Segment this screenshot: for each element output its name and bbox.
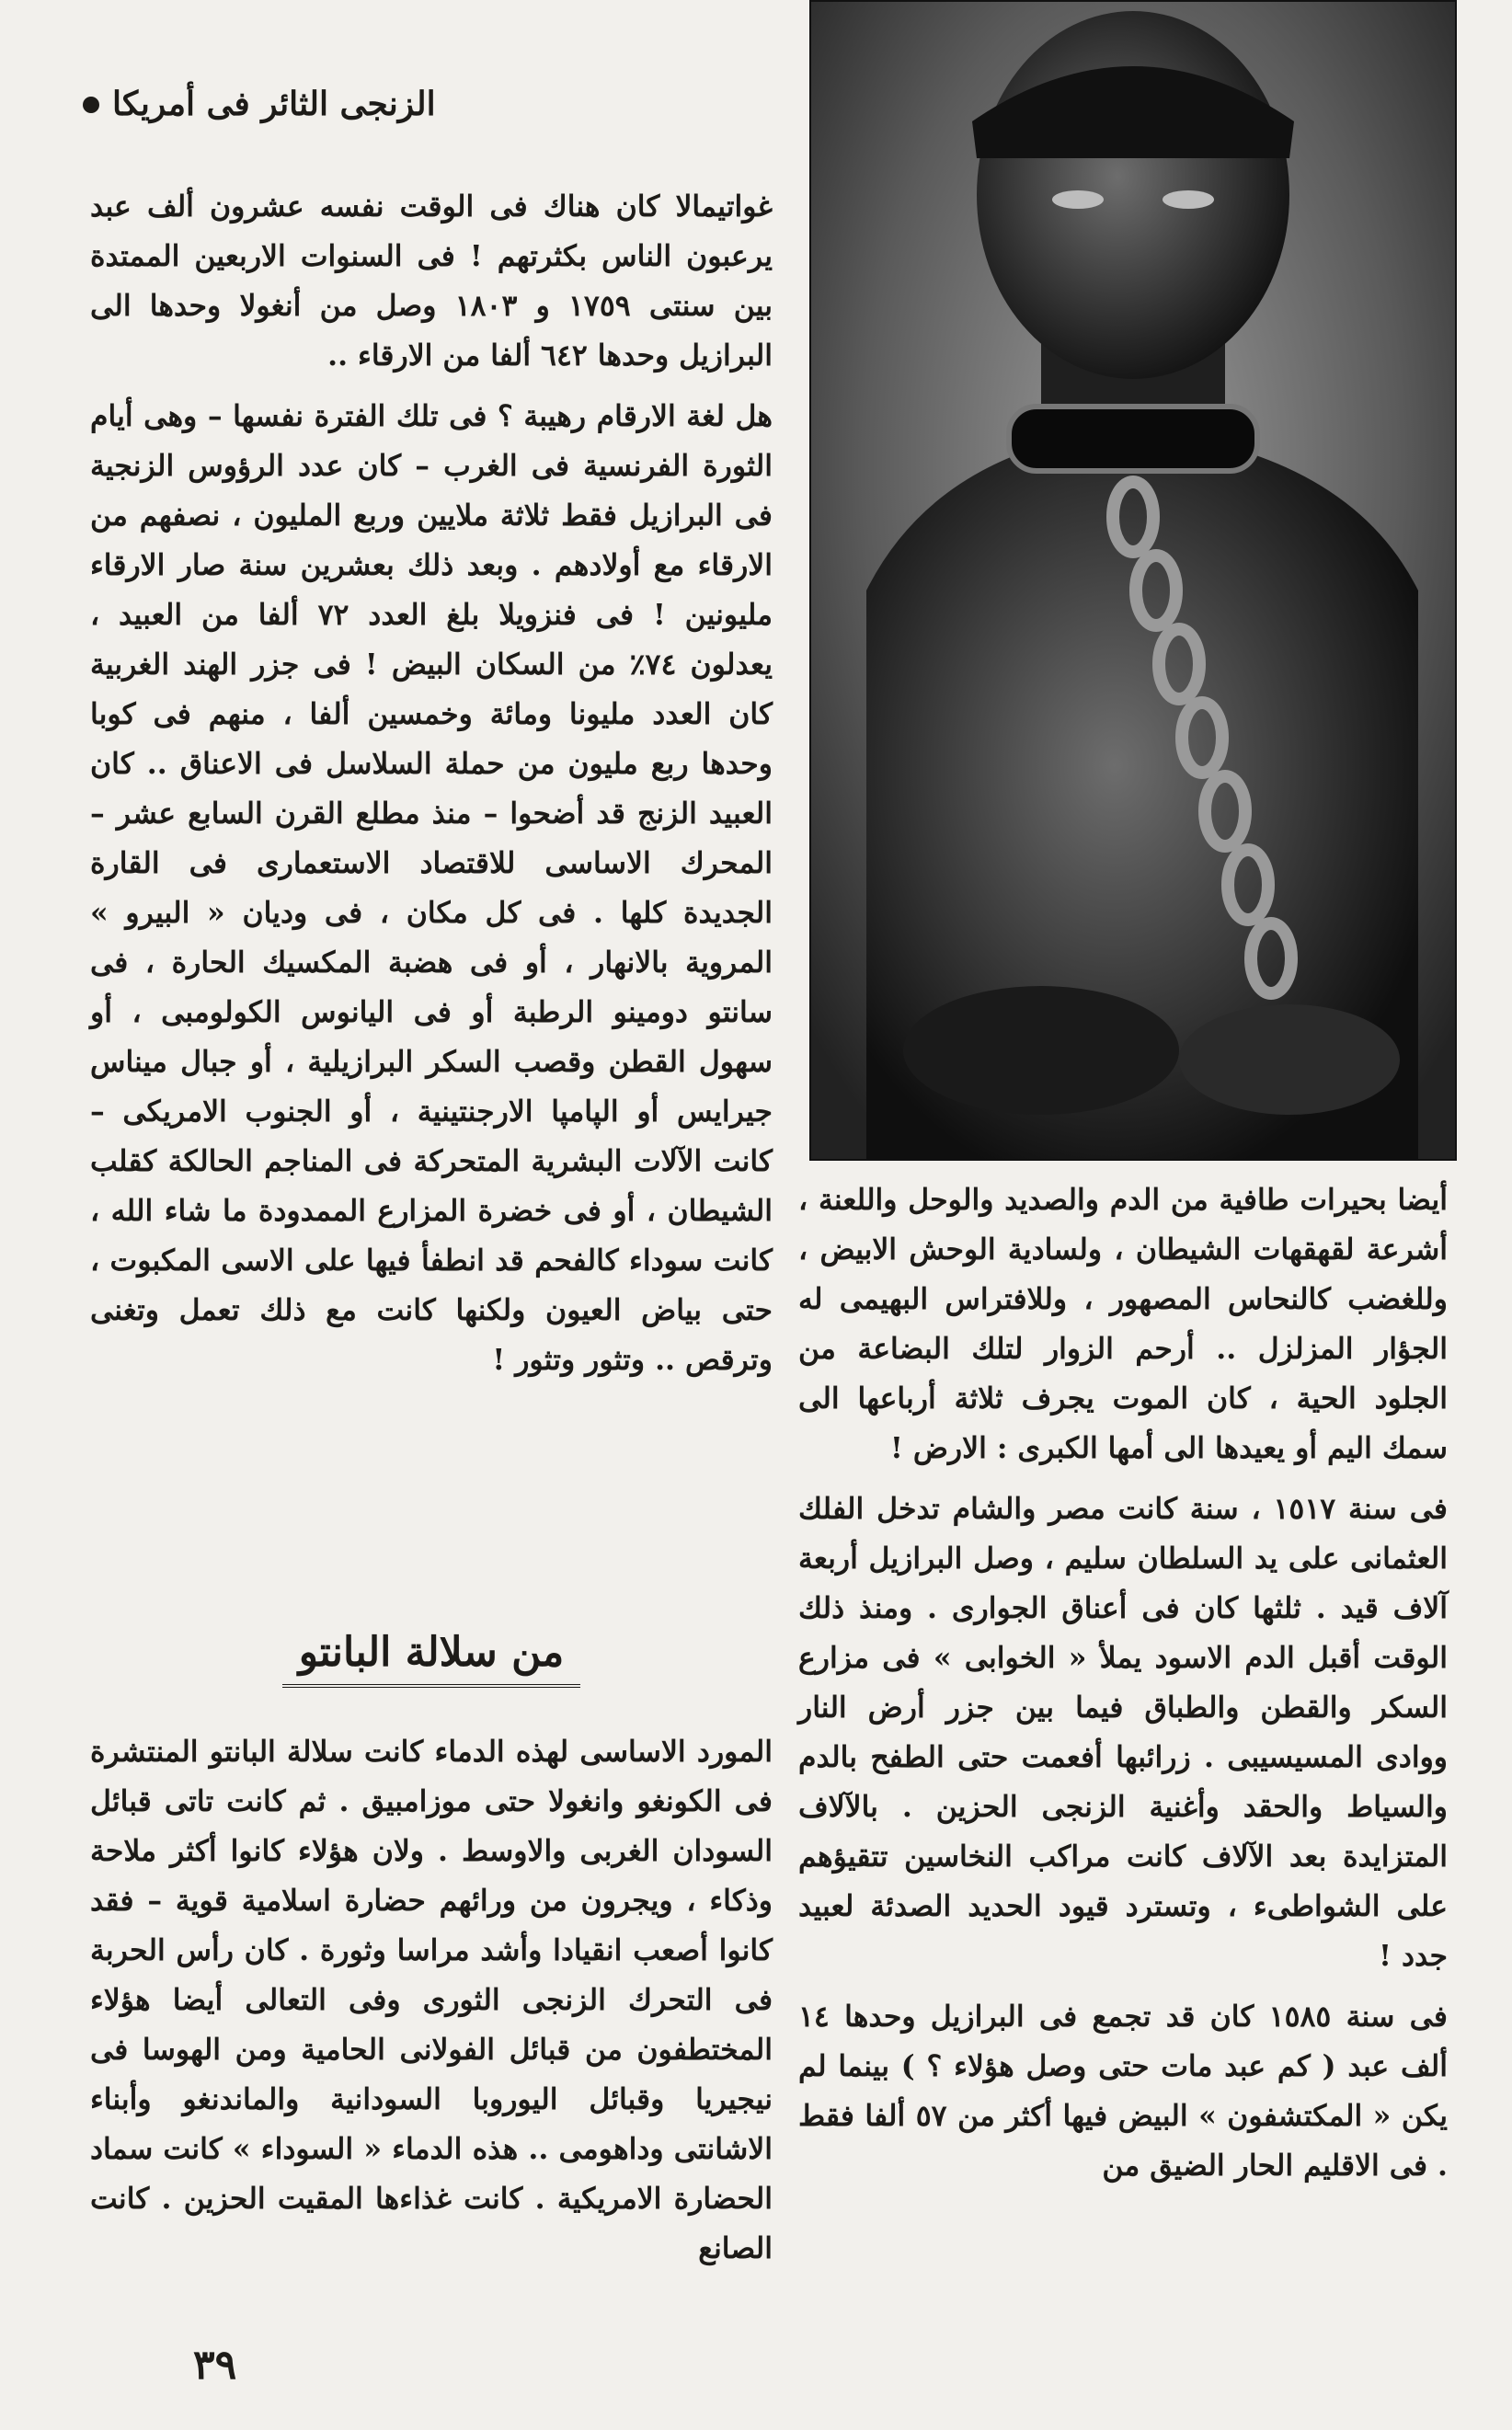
paragraph: غواتيمالا كان هناك فى الوقت نفسه عشرون ألف عبد يرعبون الناس بكثرتهم ! فى السنوات الاربعين الممتدة بين سنتى ١٧٥٩ و ١٨٠٣ وصل من أنغولا وحدها الى البرازيل وحدها ٦٤٢ ألفا من الارقاء ..	[90, 189, 773, 373]
bullet-icon	[83, 97, 99, 113]
paragraph: فى سنة ١٥١٧ ، سنة كانت مصر والشام تدخل الفلك العثمانى على يد السلطان سليم ، وصل البرازيل أربعة آلاف قيد . ثلثها كان فى أعناق الجوارى . ومنذ ذلك الوقت أقبل الدم الاسود يملأ « الخوابى » فى مزارع السكر والقطن والطباق فيما بين جزر أرض النار ووادى المسيسيبى . زرائبها أفعمت حتى الطفح بالدم والسياط والحقد وأغنية الزنجى الحزين . بالآلاف المتزايدة بعد الآلاف كانت مراكب النخاسين تتقيؤهم على الشواطىء ، وتسترد قيود الحديد الصدئة لعبيد جدد !	[798, 1492, 1448, 1973]
photo-image	[811, 2, 1455, 1159]
running-head	[83, 85, 763, 124]
photo-chained-man	[809, 0, 1457, 1161]
right-column	[798, 1175, 1448, 2202]
paragraph: أيضا بحيرات طافية من الدم والصديد والوحل واللعنة ، أشرعة لقهقهات الشيطان ، ولسادية الوحش الابيض ، وللغضب كالنحاس المصهور ، وللافتراس البهيمى له الجؤار المزلزل .. أرحم الزوار لتلك البضاعة من الجلود الحية ، كان الموت يجرف ثلاثة أرباعها الى سمك اليم أو يعيدها الى أمها الكبرى : الارض !	[798, 1183, 1448, 1465]
paragraph: فى سنة ١٥٨٥ كان قد تجمع فى البرازيل وحدها ١٤ ألف عبد ( كم عبد مات حتى وصل هؤلاء ؟ ) بينما لم يكن « المكتشفون » البيض فيها أكثر من ٥٧ ألفا فقط . فى الاقليم الحار الضيق من	[798, 2000, 1448, 2183]
paragraph: المورد الاساسى لهذه الدماء كانت سلالة البانتو المنتشرة فى الكونغو وانغولا حتى موزامبيق . ثم كانت تاتى قبائل السودان الغربى والاوسط . ولان هؤلاء كانوا أكثر ملاحة وذكاء ، ويجرون من ورائهم حضارة اسلامية قوية – فقد كانوا أصعب انقيادا وأشد مراسا وثورة . كان رأس الحربة فى التحرك الزنجى الثورى وفى التعالى أيضا هؤلاء المختطفون من قبائل الفولانى الحامية ومن الهوسا فى نيجيريا وقبائل اليوروبا السودانية والماندنغو وأبناء الاشانتى وداهومى .. هذه الدماء « السوداء » كانت سماد الحضارة الامريكية . كانت غذاءها المقيت الحزين . كانت الصانع	[90, 1735, 773, 2265]
running-head-title: الزنجى الثائر فى أمريكا	[112, 85, 436, 123]
page-number: ٣٩	[193, 2342, 237, 2389]
left-column-bottom	[90, 1727, 773, 2285]
section-heading	[90, 1626, 773, 1688]
paragraph: هل لغة الارقام رهيبة ؟ فى تلك الفترة نفسها – وهى أيام الثورة الفرنسية فى الغرب – كان عدد الرؤوس الزنجية فى البرازيل فقط ثلاثة ملايين وربع المليون ، نصفهم من الارقاء مع أولادهم . وبعد ذلك بعشرين سنة صار الارقاء مليونين ! فى فنزويلا بلغ العدد ٧٢ ألفا من العبيد ، يعدلون ٧٤٪ من السكان البيض ! فى جزر الهند الغربية كان العدد مليونا ومائة وخمسين ألفا ، منهم فى كوبا وحدها ربع مليون من حملة السلاسل فى الاعناق .. كان العبيد الزنج قد أضحوا – منذ مطلع القرن السابع عشر – المحرك الاساسى للاقتصاد الاستعمارى فى القارة الجديدة كلها . فى كل مكان ، فى وديان « البيرو » المروية بالانهار ، أو فى هضبة المكسيك الحارة ، فى سانتو دومينو الرطبة أو فى اليانوس الكولومبى ، أو سهول القطن وقصب السكر البرازيلية ، أو جبال ميناس جيرايس أو الپامپا الارجنتينية ، أو الجنوب الامريكى – كانت الآلات البشرية المتحركة فى المناجم الحالكة كقلب الشيطان ، أو فى خضرة المزارع الممدودة ما شاء الله ، كانت سوداء كالفحم قد انطفأ فيها على الاسى المكبوت ، حتى بياض العيون ولكنها كانت مع ذلك تعمل وتغنى وترقص .. وتثور وتثور !	[90, 399, 773, 1377]
section-heading-text: من سلالة البانتو	[282, 1626, 580, 1688]
left-column-top	[90, 182, 773, 1396]
